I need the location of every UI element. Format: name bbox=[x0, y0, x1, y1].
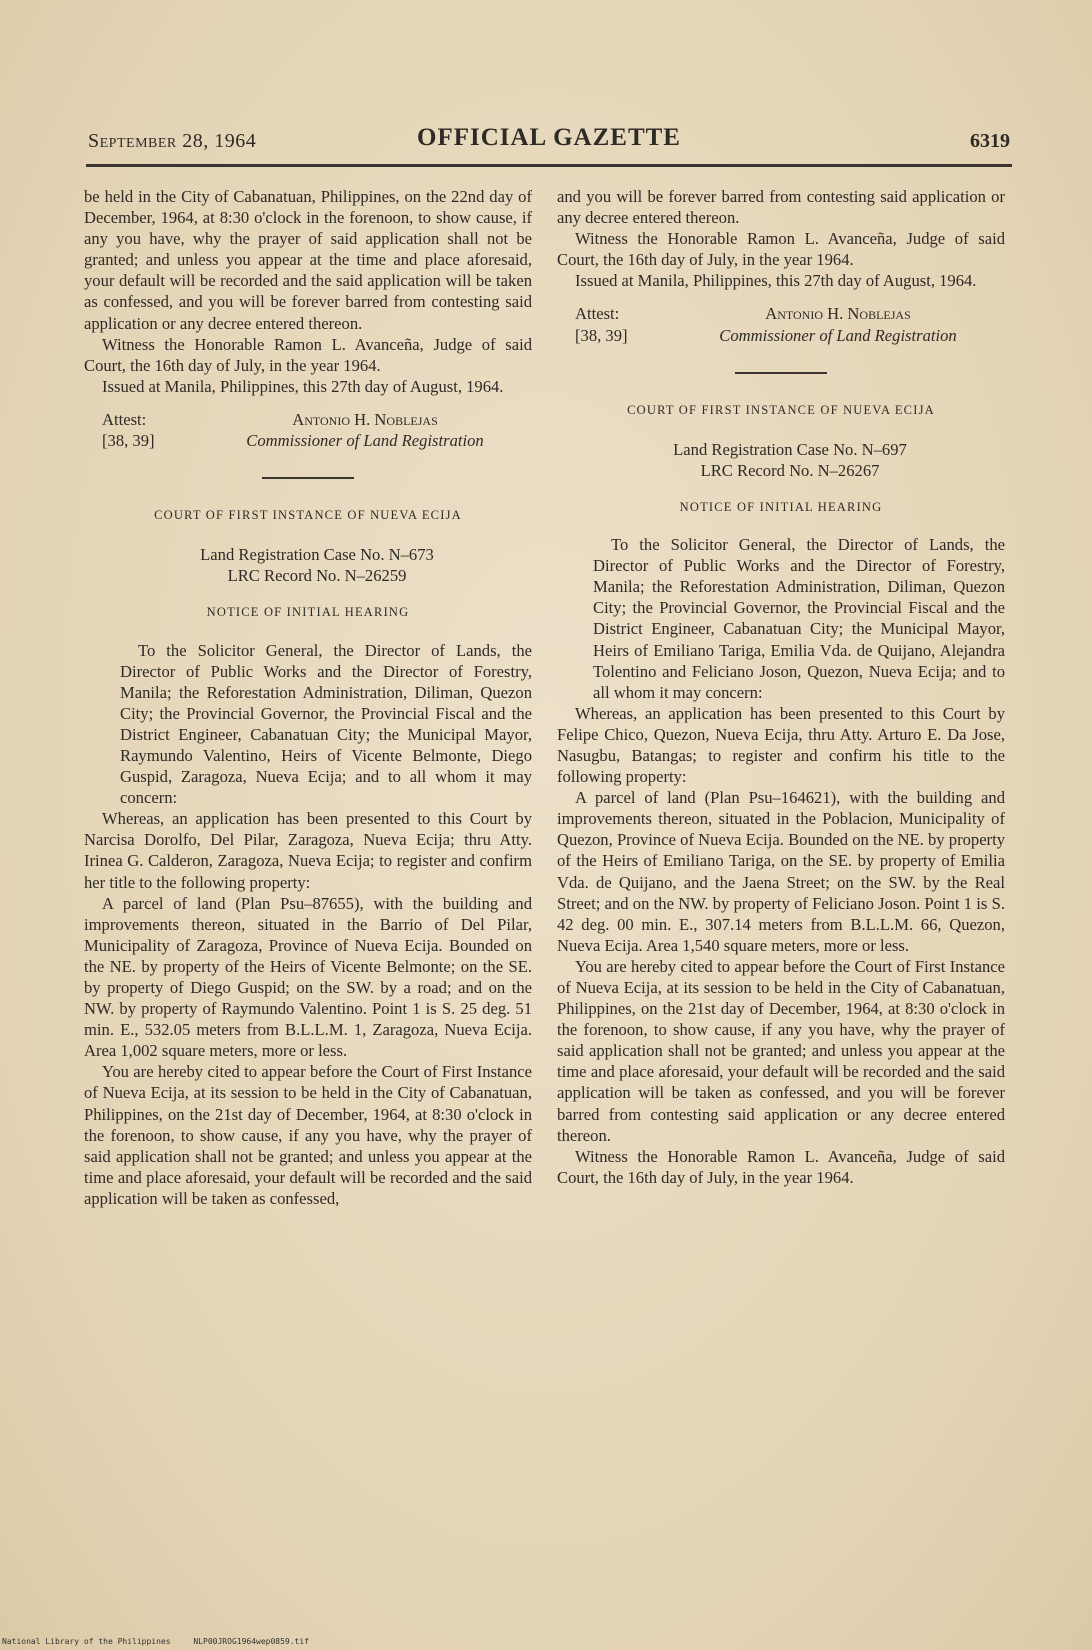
section-separator bbox=[735, 372, 827, 374]
witness-paragraph-2: Witness the Honorable Ramon L. Avanceña, Judge of said Court, the 16th day of July, in the year 1964. bbox=[557, 1146, 1005, 1187]
section-separator bbox=[262, 477, 354, 479]
lrc-record: LRC Record No. N–26267 bbox=[700, 460, 880, 480]
case-number: Land Registration Case No. N–697 bbox=[673, 439, 907, 459]
court-heading: COURT OF FIRST INSTANCE OF NUEVA ECIJA bbox=[154, 508, 462, 523]
signer-name: Antonio H. Noblejas bbox=[292, 409, 438, 429]
attestation bbox=[102, 409, 532, 451]
footer-library: National Library of the Philippines bbox=[2, 1637, 171, 1646]
witness-paragraph: Witness the Honorable Ramon L. Avanceña, Judge of said Court, the 16th day of July, in the year 1964. bbox=[84, 334, 532, 375]
witness-paragraph: Witness the Honorable Ramon L. Avanceña, Judge of said Court, the 16th day of July, in the year 1964. bbox=[557, 229, 1005, 270]
whereas-paragraph: Whereas, an application has been presented to this Court by Narcisa Dorolfo, Del Pilar, Zaragoza, Nueva Ecija; thru Atty. Irinea G. Calderon, Zaragoza, Nueva Ecija; to register and confirm her title to the following property: bbox=[84, 809, 532, 892]
case-number: Land Registration Case No. N–673 bbox=[200, 545, 434, 565]
cited-paragraph: You are hereby cited to appear before the Court of First Instance of Nueva Ecija, at its session to be held in the City of Cabanatuan, Philippines, on the 21st day of December, 1964, at 8:30 o'clock in the forenoon, to show cause, if any you have, why the prayer of said application shall not be granted; and unless you appear at the time and place aforesaid, your default will be recorded and the said application will be taken as confessed, and you will be forever barred from contesting said application or any decree entered thereon. bbox=[557, 956, 1005, 1145]
header-rule bbox=[86, 164, 1012, 167]
attest-label: Attest: bbox=[102, 409, 147, 429]
issued-paragraph: Issued at Manila, Philippines, this 27th day of August, 1964. bbox=[102, 376, 504, 396]
whereas-paragraph: Whereas, an application has been presented to this Court by Felipe Chico, Quezon, Nueva Ecija, thru Atty. Arturo E. Da Jose, Nasugbu, Batangas; to register and confirm his title to the following property: bbox=[557, 703, 1005, 787]
header-date: September 28, 1964 bbox=[88, 130, 257, 152]
attest-label: Attest: bbox=[575, 304, 620, 324]
parcel-paragraph: A parcel of land (Plan Psu–87655), with the building and improvements thereon, situated in the Barrio of Del Pilar, Municipality of Zaragoza, Province of Nueva Ecija. Bounded on the NE. by property of the Heirs of Vicente Belmonte; on the SE. by property of Diego Guspid; on the SW. by a road; and on the NW. by property of Raymundo Valentino. Point 1 is S. 25 deg. 51 min. E., 532.05 meters from B.L.L.M. 1, Zaragoza, Nueva Ecija. Area 1,002 square meters, more or less. bbox=[84, 893, 532, 1061]
header-title: OFFICIAL GAZETTE bbox=[417, 124, 681, 151]
footer-file: NLP00JROG1964wep0859.tif bbox=[193, 1637, 309, 1646]
signer-name: Antonio H. Noblejas bbox=[765, 304, 911, 324]
continued-paragraph: be held in the City of Cabanatuan, Philippines, on the 22nd day of December, 1964, at 8:30 o'clock in the forenoon, to show cause, if any you have, why the prayer of said application shall not be granted; and unless you appear at the time and place aforesaid, your default will be recorded and the said application will be taken as confessed, and you will be forever barred from contesting said application or any decree entered thereon. bbox=[84, 187, 532, 333]
continued-paragraph: and you will be forever barred from contesting said application or any decree entered thereon. bbox=[557, 187, 1005, 228]
page-header bbox=[88, 124, 1010, 158]
addressee-paragraph: To the Solicitor General, the Director of Lands, the Director of Public Works and the Director of Forestry, Manila; the Reforestation Administration, Diliman, Quezon City; the Provincial Governor, the Provincial Fiscal and the District Engineer, Cabanatuan City; the Municipal Mayor, Heirs of Emiliano Tariga, Emilia Vda. de Quijano, Alejandra Tolentino and Feliciano Joson, Quezon, Nueva Ecija; and to all whom it may concern: bbox=[593, 535, 1005, 702]
right-column bbox=[557, 186, 1005, 1188]
left-column bbox=[84, 186, 532, 1209]
scan-footer bbox=[2, 1637, 327, 1646]
notice-title: NOTICE OF INITIAL HEARING bbox=[206, 605, 410, 620]
addressee-paragraph: To the Solicitor General, the Director of Lands, the Director of Public Works and the Director of Forestry, Manila; the Reforestation Administration, Diliman, Quezon City; the Provincial Governor, the Provincial Fiscal and the District Engineer, Cabanatuan City; the Municipal Mayor, Raymundo Valentino, Heirs of Vicente Belmonte, Diego Guspid, Zaragoza, Nueva Ecija; and to all whom it may concern: bbox=[120, 640, 532, 808]
header-page-number: 6319 bbox=[970, 130, 1010, 152]
attest-reference: [38, 39] bbox=[575, 325, 628, 345]
signer-office: Commissioner of Land Registration bbox=[719, 325, 957, 345]
signer-office: Commissioner of Land Registration bbox=[246, 431, 484, 451]
lrc-record: LRC Record No. N–26259 bbox=[227, 566, 407, 586]
attest-reference: [38, 39] bbox=[102, 431, 155, 451]
issued-paragraph: Issued at Manila, Philippines, this 27th day of August, 1964. bbox=[575, 271, 977, 291]
parcel-paragraph: A parcel of land (Plan Psu–164621), with the building and improvements thereon, situated in the Poblacion, Municipality of Quezon, Province of Nueva Ecija. Bounded on the NE. by property of the Heirs of Emiliano Tariga, on the SE. by property of Emilia Vda. de Quijano, and the Jaena Street; on the SW. by the Real Street; and on the NW. by property of Feliciano Joson. Point 1 is S. 42 deg. 00 min. E., 307.14 meters from B.L.L.M. 66, Quezon, Nueva Ecija. Area 1,540 square meters, more or less. bbox=[557, 788, 1005, 955]
cited-paragraph: You are hereby cited to appear before the Court of First Instance of Nueva Ecija, at its session to be held in the City of Cabanatuan, Philippines, on the 21st day of December, 1964, at 8:30 o'clock in the forenoon, to show cause, if any you have, why the prayer of said application shall not be granted; and unless you appear at the time and place aforesaid, your default will be recorded and the said application will be taken as confessed, bbox=[84, 1062, 532, 1208]
attestation bbox=[575, 303, 1005, 345]
notice-title: NOTICE OF INITIAL HEARING bbox=[679, 499, 883, 514]
court-heading: COURT OF FIRST INSTANCE OF NUEVA ECIJA bbox=[627, 402, 935, 417]
